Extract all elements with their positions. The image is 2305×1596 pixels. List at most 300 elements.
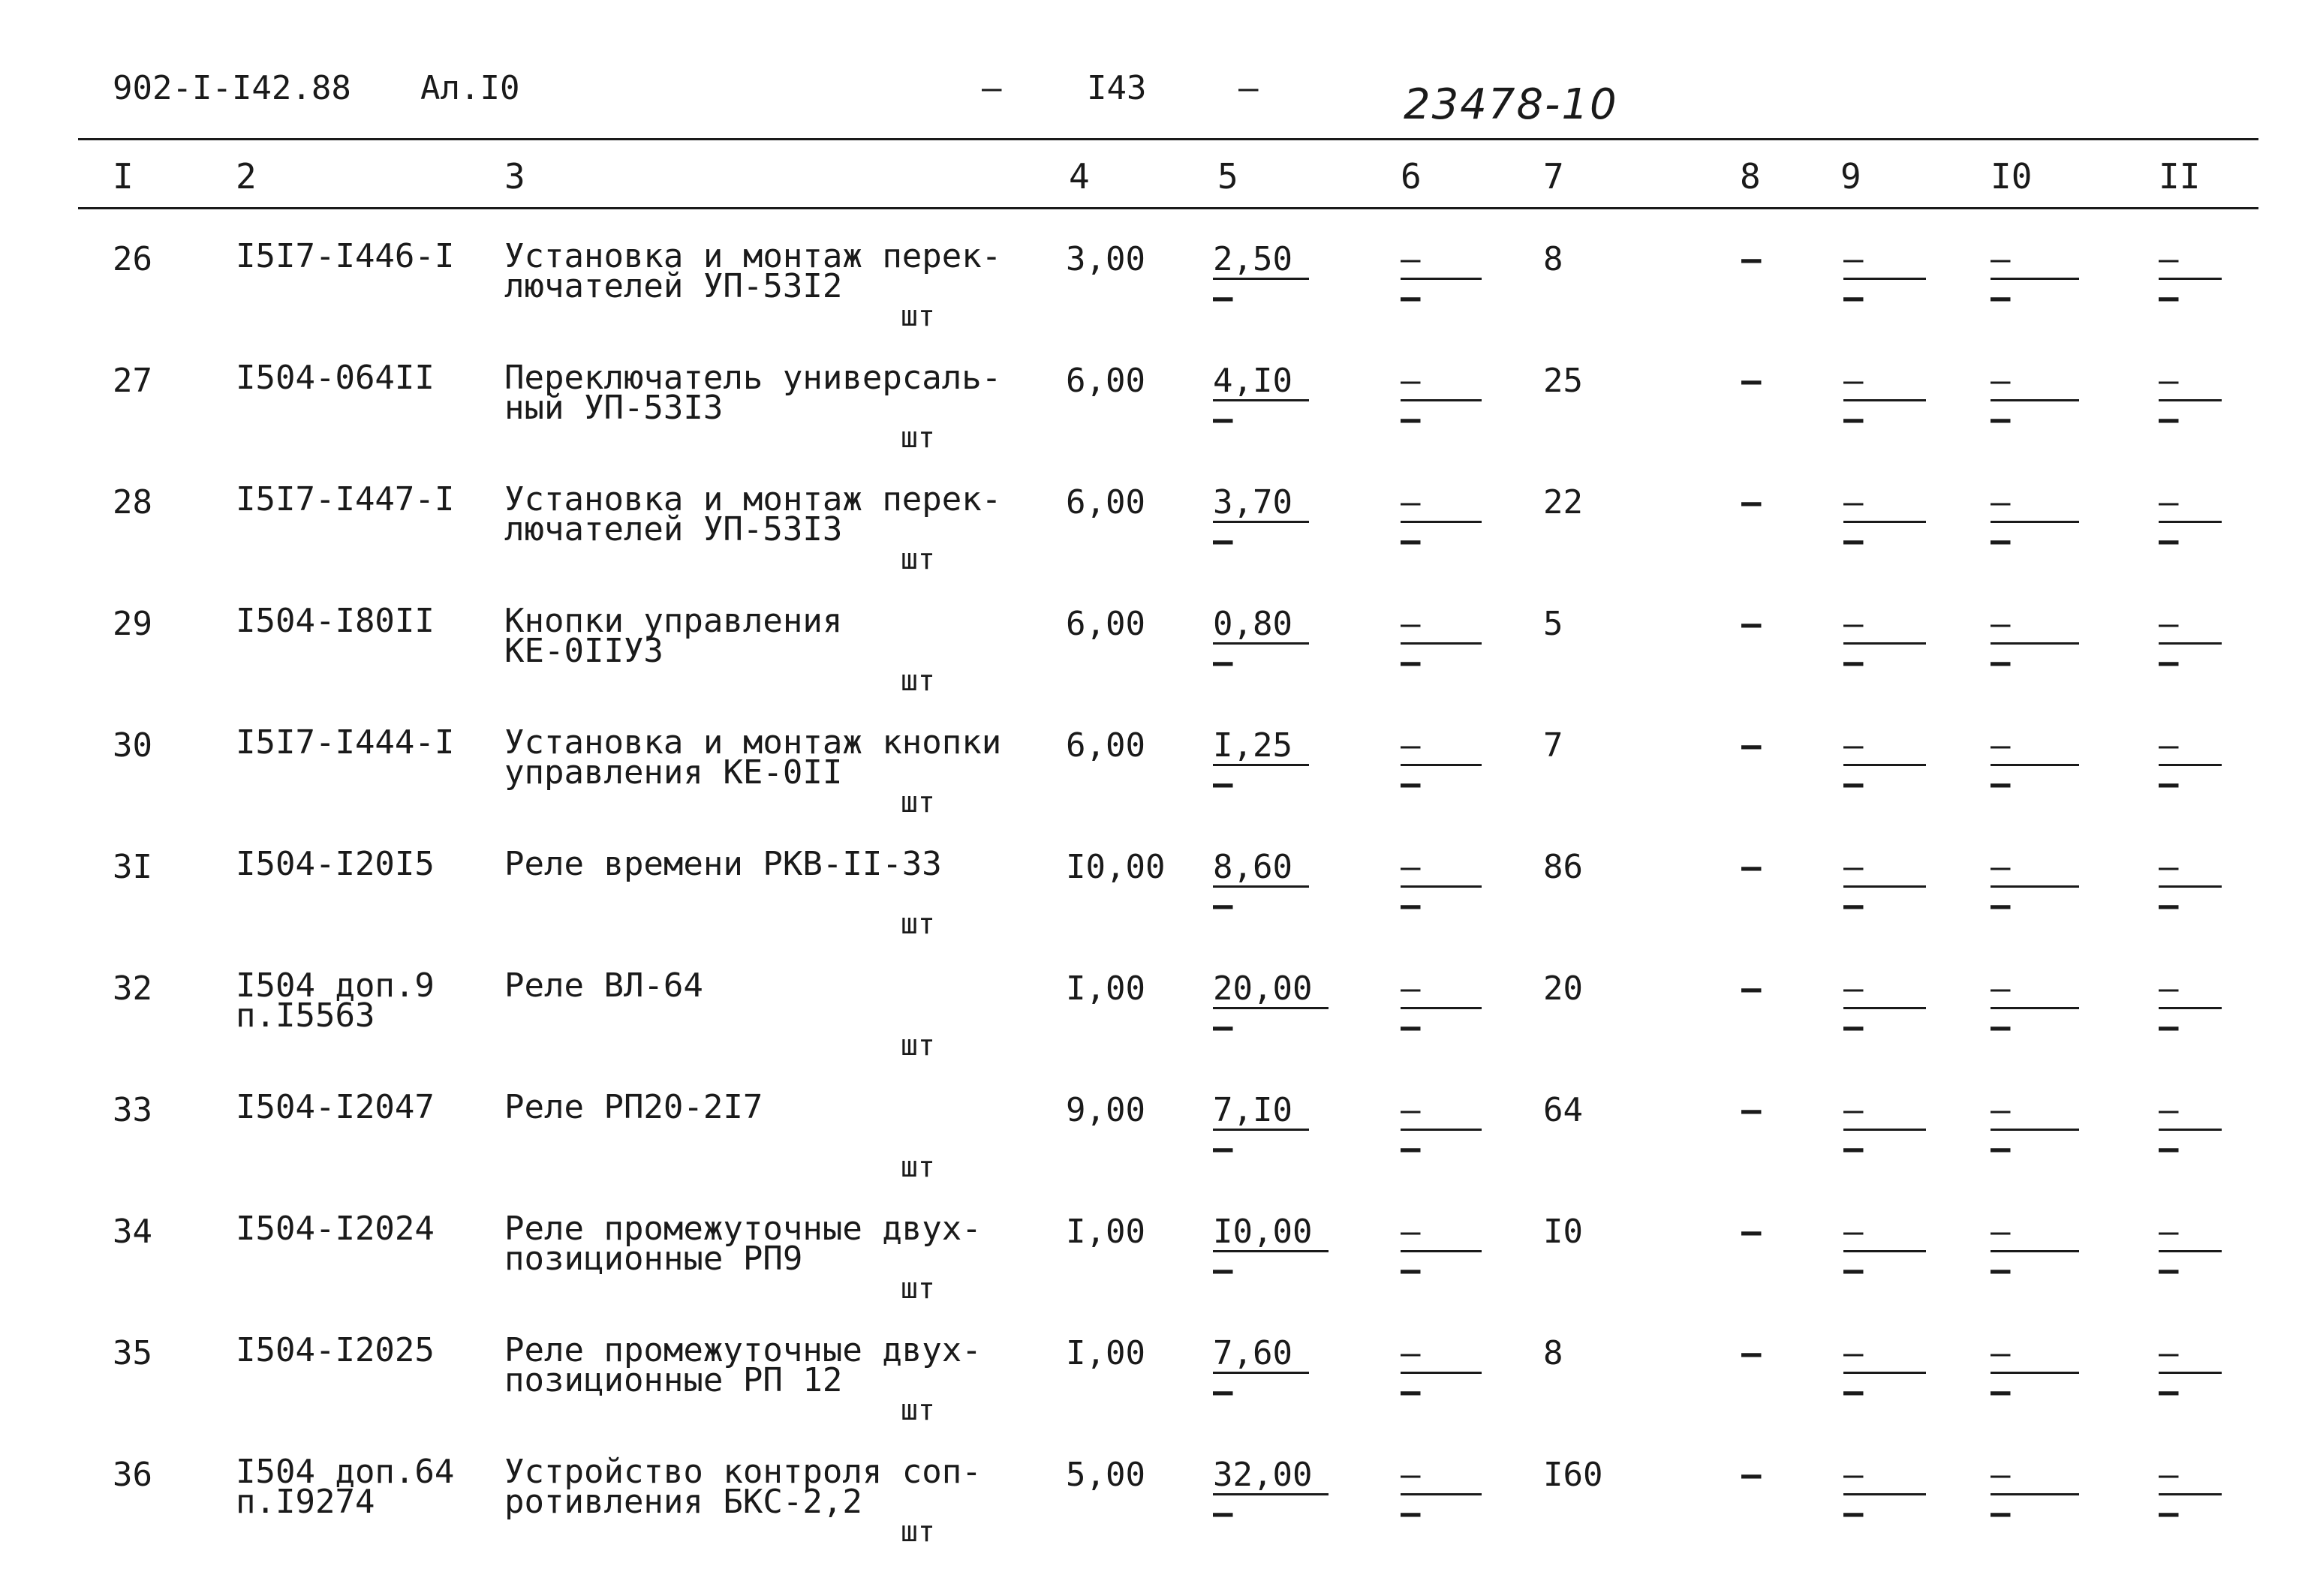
column-10-numerator: – [1991, 1336, 2079, 1374]
total-cost: 8 [1543, 1334, 1563, 1372]
doc-code: 902-I-I42.88 [113, 69, 351, 107]
quantity: I0,00 [1066, 848, 1166, 886]
column-9-denominator: – [1843, 400, 1864, 438]
item-name [504, 1088, 763, 1126]
column-8-dash: – [1741, 605, 1762, 643]
item-name-line: Реле промежуточные двух- [504, 1210, 982, 1248]
column-9-numerator: – [1843, 1093, 1926, 1131]
column-header-10: I0 [1991, 156, 2033, 197]
unit-cost-numerator: 32,00 [1213, 1457, 1329, 1495]
unit-cost [1213, 1091, 1309, 1168]
column-6-denominator: – [1401, 521, 1421, 560]
rate-code [236, 723, 455, 762]
column-11 [2159, 1213, 2222, 1289]
column-6 [1401, 1091, 1482, 1168]
column-10-denominator: – [1991, 400, 2011, 438]
table-row [0, 602, 2305, 728]
column-6-numerator: – [1401, 971, 1482, 1009]
total-cost: 8 [1543, 240, 1563, 278]
total-cost: 86 [1543, 848, 1583, 886]
quantity: 3,00 [1066, 240, 1145, 278]
row-number: 34 [113, 1213, 152, 1251]
unit-cost-denominator: – [1213, 1251, 1233, 1289]
column-9-numerator: – [1843, 363, 1926, 401]
unit-label: шт [901, 786, 935, 819]
unit-cost [1213, 1213, 1329, 1289]
column-9-numerator: – [1843, 242, 1926, 280]
unit-cost-denominator: – [1213, 1494, 1233, 1532]
column-10-denominator: – [1991, 278, 2011, 317]
header-dash-right: – [1238, 69, 1259, 107]
unit-label: шт [901, 1515, 935, 1548]
column-9-numerator: – [1843, 1457, 1926, 1495]
unit-label: шт [901, 299, 935, 332]
unit-cost-denominator: – [1213, 643, 1233, 681]
unit-cost-numerator: 3,70 [1213, 485, 1309, 523]
column-header-4: 4 [1069, 156, 1090, 197]
unit-cost-denominator: – [1213, 765, 1233, 803]
column-6-denominator: – [1401, 278, 1421, 317]
unit-cost [1213, 483, 1309, 560]
rate-code-line: I504 доп.9 [236, 966, 435, 1005]
row-number: 3I [113, 848, 152, 886]
total-cost: 64 [1543, 1091, 1583, 1129]
table-row [0, 1210, 2305, 1336]
unit-cost-denominator: – [1213, 886, 1233, 924]
column-9 [1843, 726, 1926, 803]
column-11 [2159, 969, 2222, 1046]
column-11 [2159, 362, 2222, 438]
column-6-denominator: – [1401, 1008, 1421, 1046]
rate-code [236, 1210, 435, 1248]
column-6 [1401, 1334, 1482, 1411]
table-row [0, 359, 2305, 485]
row-number: 32 [113, 969, 152, 1008]
table-row [0, 845, 2305, 971]
column-9 [1843, 969, 1926, 1046]
column-6-numerator: – [1401, 1093, 1482, 1131]
column-11-numerator: – [2159, 485, 2222, 523]
column-6-denominator: – [1401, 886, 1421, 924]
column-10-numerator: – [1991, 606, 2079, 645]
column-10-numerator: – [1991, 1214, 2079, 1252]
column-9-denominator: – [1843, 1008, 1864, 1046]
rate-code-line: I5I7-I446-I [236, 237, 455, 275]
item-name [504, 1453, 982, 1521]
item-name [504, 845, 942, 883]
column-10-denominator: – [1991, 1251, 2011, 1289]
quantity: 5,00 [1066, 1456, 1145, 1494]
column-10-numerator: – [1991, 1457, 2079, 1495]
total-cost: 20 [1543, 969, 1583, 1008]
rate-code [236, 966, 435, 1035]
column-11-numerator: – [2159, 363, 2222, 401]
column-10-numerator: – [1991, 242, 2079, 280]
unit-label: шт [901, 421, 935, 454]
column-header-9: 9 [1840, 156, 1861, 197]
unit-label: шт [901, 543, 935, 576]
item-name-line: Реле времени РКВ-II-33 [504, 845, 942, 883]
total-cost: 7 [1543, 726, 1563, 765]
column-10 [1991, 1213, 2079, 1289]
rate-code-line: I504-I80II [236, 602, 435, 640]
unit-cost-numerator: 7,60 [1213, 1336, 1309, 1374]
column-6-denominator: – [1401, 765, 1421, 803]
column-9-numerator: – [1843, 849, 1926, 888]
row-number: 35 [113, 1334, 152, 1372]
rate-code [236, 1453, 455, 1521]
column-10 [1991, 1334, 2079, 1411]
unit-cost-denominator: – [1213, 1008, 1233, 1046]
column-8-dash: – [1741, 362, 1762, 400]
quantity: I,00 [1066, 1334, 1145, 1372]
column-6 [1401, 1213, 1482, 1289]
column-header-3: 3 [504, 156, 525, 197]
rate-code [236, 480, 455, 518]
column-11-denominator: – [2159, 765, 2179, 803]
column-9 [1843, 605, 1926, 681]
item-name-line: позиционные РП 12 [504, 1361, 843, 1399]
column-8-dash: – [1741, 1334, 1762, 1372]
column-11-numerator: – [2159, 1093, 2222, 1131]
rate-code-line: п.I9274 [236, 1483, 375, 1521]
item-name [504, 966, 703, 1005]
column-6-numerator: – [1401, 485, 1482, 523]
column-10-numerator: – [1991, 485, 2079, 523]
column-10-numerator: – [1991, 1093, 2079, 1131]
column-10-denominator: – [1991, 521, 2011, 560]
item-name-line: ный УП-53I3 [504, 389, 724, 427]
column-11 [2159, 1334, 2222, 1411]
column-9-denominator: – [1843, 1494, 1864, 1532]
column-11-denominator: – [2159, 1129, 2179, 1168]
column-10-numerator: – [1991, 728, 2079, 766]
column-6-numerator: – [1401, 1336, 1482, 1374]
table-row [0, 1453, 2305, 1579]
column-9 [1843, 240, 1926, 317]
column-11-numerator: – [2159, 1214, 2222, 1252]
rate-code [236, 1331, 435, 1369]
item-name-line: ротивления БКС-2,2 [504, 1483, 862, 1521]
item-name-line: лючателей УП-53I3 [504, 510, 843, 549]
column-header-1: I [113, 156, 134, 197]
header-dash-left: – [982, 69, 1002, 107]
rate-code-line: I504-I2024 [236, 1210, 435, 1248]
item-name-line: позиционные РП9 [504, 1240, 803, 1278]
unit-cost [1213, 969, 1329, 1046]
row-number: 26 [113, 240, 152, 278]
column-9-denominator: – [1843, 1372, 1864, 1411]
column-10 [1991, 1456, 2079, 1532]
column-9-denominator: – [1843, 521, 1864, 560]
unit-cost-denominator: – [1213, 400, 1233, 438]
column-9-denominator: – [1843, 643, 1864, 681]
column-9 [1843, 362, 1926, 438]
item-name-line: управления КЕ-0II [504, 753, 843, 792]
item-name-line: Реле промежуточные двух- [504, 1331, 982, 1369]
row-number: 33 [113, 1091, 152, 1129]
sheet-number: Ал.I0 [420, 69, 520, 107]
total-cost: I60 [1543, 1456, 1603, 1494]
column-header-8: 8 [1740, 156, 1761, 197]
rate-code-line: I504-I20I5 [236, 845, 435, 883]
column-9 [1843, 1334, 1926, 1411]
unit-cost-denominator: – [1213, 521, 1233, 560]
column-11-numerator: – [2159, 1336, 2222, 1374]
unit-cost [1213, 726, 1309, 803]
unit-label: шт [901, 1272, 935, 1305]
unit-cost-numerator: 8,60 [1213, 849, 1309, 888]
rate-code-line: п.I5563 [236, 996, 375, 1035]
column-9-numerator: – [1843, 1214, 1926, 1252]
column-9-denominator: – [1843, 278, 1864, 317]
column-8-dash: – [1741, 1091, 1762, 1129]
column-10-denominator: – [1991, 1372, 2011, 1411]
rate-code-line: I504-I2025 [236, 1331, 435, 1369]
item-name [504, 723, 1002, 792]
column-9-numerator: – [1843, 606, 1926, 645]
column-9-denominator: – [1843, 765, 1864, 803]
unit-cost-denominator: – [1213, 1129, 1233, 1168]
unit-label: шт [901, 1029, 935, 1062]
unit-cost-numerator: 7,I0 [1213, 1093, 1309, 1131]
item-name [504, 602, 843, 670]
quantity: 6,00 [1066, 605, 1145, 643]
column-11-denominator: – [2159, 643, 2179, 681]
column-10-denominator: – [1991, 1008, 2011, 1046]
item-name-line: лючателей УП-53I2 [504, 267, 843, 305]
column-6-numerator: – [1401, 242, 1482, 280]
column-10-denominator: – [1991, 1129, 2011, 1168]
rate-code [236, 602, 435, 640]
column-11-denominator: – [2159, 1251, 2179, 1289]
item-name-line: Реле ВЛ-64 [504, 966, 703, 1005]
column-6-denominator: – [1401, 1372, 1421, 1411]
quantity: 6,00 [1066, 726, 1145, 765]
column-9-denominator: – [1843, 1129, 1864, 1168]
column-6 [1401, 362, 1482, 438]
column-6 [1401, 240, 1482, 317]
column-10-denominator: – [1991, 1494, 2011, 1532]
item-name-line: Кнопки управления [504, 602, 843, 640]
column-8-dash: – [1741, 483, 1762, 521]
item-name [504, 237, 1002, 305]
column-11-denominator: – [2159, 886, 2179, 924]
column-11-numerator: – [2159, 728, 2222, 766]
rate-code-line: I504 доп.64 [236, 1453, 455, 1491]
column-11 [2159, 726, 2222, 803]
column-11 [2159, 240, 2222, 317]
column-8-dash: – [1741, 240, 1762, 278]
item-name [504, 480, 1002, 549]
table-row [0, 1088, 2305, 1214]
item-name-line: Установка и монтаж перек- [504, 237, 1002, 275]
column-11-numerator: – [2159, 606, 2222, 645]
rate-code-line: I504-064II [236, 359, 435, 397]
table-row [0, 237, 2305, 363]
column-11 [2159, 1456, 2222, 1532]
column-header-2: 2 [236, 156, 257, 197]
row-number: 29 [113, 605, 152, 643]
item-name [504, 1210, 982, 1278]
column-6-numerator: – [1401, 728, 1482, 766]
column-header-7: 7 [1543, 156, 1564, 197]
quantity: 9,00 [1066, 1091, 1145, 1129]
column-6 [1401, 726, 1482, 803]
column-10 [1991, 969, 2079, 1046]
column-6 [1401, 848, 1482, 924]
column-6-numerator: – [1401, 849, 1482, 888]
column-11-numerator: – [2159, 971, 2222, 1009]
unit-cost [1213, 605, 1309, 681]
column-6 [1401, 483, 1482, 560]
unit-cost-numerator: I,25 [1213, 728, 1309, 766]
item-name-line: КЕ-0IIУ3 [504, 632, 664, 670]
column-9-numerator: – [1843, 1336, 1926, 1374]
column-header-5: 5 [1217, 156, 1238, 197]
column-9 [1843, 1091, 1926, 1168]
table-row [0, 723, 2305, 849]
column-10 [1991, 848, 2079, 924]
unit-cost-denominator: – [1213, 1372, 1233, 1411]
column-10 [1991, 483, 2079, 560]
unit-cost [1213, 1456, 1329, 1532]
unit-cost-numerator: 0,80 [1213, 606, 1309, 645]
column-9 [1843, 1213, 1926, 1289]
total-cost: 25 [1543, 362, 1583, 400]
rate-code [236, 359, 435, 397]
page-number: I43 [1087, 69, 1147, 107]
column-6-denominator: – [1401, 1129, 1421, 1168]
column-6-denominator: – [1401, 400, 1421, 438]
column-9-denominator: – [1843, 886, 1864, 924]
column-10 [1991, 240, 2079, 317]
column-6-denominator: – [1401, 1494, 1421, 1532]
column-9-denominator: – [1843, 1251, 1864, 1289]
column-6-denominator: – [1401, 1251, 1421, 1289]
quantity: I,00 [1066, 1213, 1145, 1251]
handwritten-stamp: 23478-10 [1404, 80, 1618, 129]
unit-label: шт [901, 907, 935, 940]
column-8-dash: – [1741, 1456, 1762, 1494]
rate-code [236, 1088, 435, 1126]
column-6-numerator: – [1401, 1214, 1482, 1252]
item-name [504, 359, 1002, 427]
table-row [0, 1331, 2305, 1457]
column-10-numerator: – [1991, 363, 2079, 401]
column-10 [1991, 1091, 2079, 1168]
item-name-line: Установка и монтаж кнопки [504, 723, 1002, 762]
total-cost: 5 [1543, 605, 1563, 643]
column-10-denominator: – [1991, 886, 2011, 924]
column-header-6: 6 [1401, 156, 1422, 197]
column-11-denominator: – [2159, 1372, 2179, 1411]
rate-code-line: I5I7-I444-I [236, 723, 455, 762]
column-10-numerator: – [1991, 849, 2079, 888]
unit-label: шт [901, 1393, 935, 1426]
item-name-line: Реле РП20-2I7 [504, 1088, 763, 1126]
column-6 [1401, 969, 1482, 1046]
column-6-numerator: – [1401, 363, 1482, 401]
column-10 [1991, 605, 2079, 681]
unit-label: шт [901, 1150, 935, 1183]
column-9-numerator: – [1843, 485, 1926, 523]
total-cost: 22 [1543, 483, 1583, 521]
unit-cost-denominator: – [1213, 278, 1233, 317]
total-cost: I0 [1543, 1213, 1583, 1251]
column-9 [1843, 483, 1926, 560]
column-6-numerator: – [1401, 606, 1482, 645]
column-6-numerator: – [1401, 1457, 1482, 1495]
column-6 [1401, 605, 1482, 681]
column-10-denominator: – [1991, 765, 2011, 803]
unit-label: шт [901, 664, 935, 697]
rate-code-line: I5I7-I447-I [236, 480, 455, 518]
column-8-dash: – [1741, 726, 1762, 765]
column-11 [2159, 483, 2222, 560]
item-name [504, 1331, 982, 1399]
column-11-numerator: – [2159, 242, 2222, 280]
rate-code-line: I504-I2047 [236, 1088, 435, 1126]
column-10-numerator: – [1991, 971, 2079, 1009]
column-10-denominator: – [1991, 643, 2011, 681]
column-11-denominator: – [2159, 521, 2179, 560]
column-8-dash: – [1741, 848, 1762, 886]
quantity: 6,00 [1066, 483, 1145, 521]
column-11 [2159, 1091, 2222, 1168]
column-8-dash: – [1741, 969, 1762, 1008]
column-11-denominator: – [2159, 278, 2179, 317]
item-name-line: Установка и монтаж перек- [504, 480, 1002, 518]
rate-code [236, 845, 435, 883]
row-number: 27 [113, 362, 152, 400]
column-9 [1843, 848, 1926, 924]
column-6-denominator: – [1401, 643, 1421, 681]
header-rule-bottom [78, 207, 2258, 209]
column-10 [1991, 362, 2079, 438]
row-number: 36 [113, 1456, 152, 1494]
unit-cost-numerator: 20,00 [1213, 971, 1329, 1009]
column-11-numerator: – [2159, 849, 2222, 888]
column-10 [1991, 726, 2079, 803]
header-rule-top [78, 138, 2258, 140]
column-8-dash: – [1741, 1213, 1762, 1251]
quantity: 6,00 [1066, 362, 1145, 400]
unit-cost [1213, 848, 1309, 924]
column-11-denominator: – [2159, 1008, 2179, 1046]
table-row [0, 480, 2305, 606]
column-11-numerator: – [2159, 1457, 2222, 1495]
quantity: I,00 [1066, 969, 1145, 1008]
row-number: 28 [113, 483, 152, 521]
column-header-11: II [2159, 156, 2201, 197]
column-9-numerator: – [1843, 728, 1926, 766]
column-11-denominator: – [2159, 1494, 2179, 1532]
unit-cost-numerator: 2,50 [1213, 242, 1309, 280]
rate-code [236, 237, 455, 275]
unit-cost-numerator: 4,I0 [1213, 363, 1309, 401]
unit-cost [1213, 240, 1309, 317]
column-6 [1401, 1456, 1482, 1532]
column-9 [1843, 1456, 1926, 1532]
column-9-numerator: – [1843, 971, 1926, 1009]
unit-cost [1213, 1334, 1309, 1411]
unit-cost-numerator: I0,00 [1213, 1214, 1329, 1252]
table-row [0, 966, 2305, 1093]
unit-cost [1213, 362, 1309, 438]
item-name-line: Переключатель универсаль- [504, 359, 1002, 397]
row-number: 30 [113, 726, 152, 765]
